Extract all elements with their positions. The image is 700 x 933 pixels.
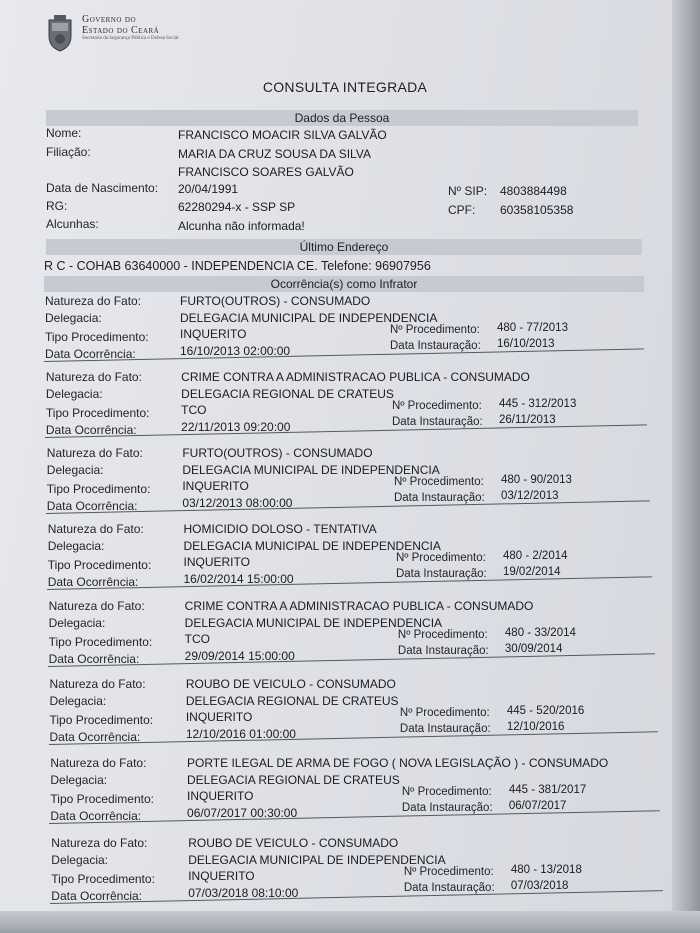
occurrence-natureza-value: FURTO(OUTROS) - CONSUMADO [182, 446, 373, 460]
occurrence-data-oc-value: 22/11/2013 09:20:00 [181, 420, 291, 434]
occurrence-delegacia-label: Delegacia: [45, 311, 102, 325]
occurrence-natureza-label: Natureza do Fato: [51, 836, 148, 850]
occurrence-data-oc-label: Data Ocorrência: [45, 423, 137, 437]
occurrence-tipo-label: Tipo Procedimento: [47, 558, 152, 572]
occurrence-data-inst-value: 30/09/2014 [504, 643, 563, 655]
occurrence-data-oc-label: Data Ocorrência: [50, 809, 142, 823]
occurrence-num-proc-label: Nº Procedimento: [390, 324, 480, 336]
nascimento-label: Data de Nascimento: [46, 181, 159, 195]
occurrence-data-oc-value: 06/07/2017 00:30:00 [187, 806, 298, 820]
occurrence-delegacia-value: DELEGACIA REGIONAL DE CRATEUS [181, 387, 394, 401]
alcunhas-value: Alcunha não informada! [178, 219, 305, 233]
page-bottom-edge [0, 911, 700, 933]
occurrence-data-inst-label: Data Instauração: [401, 802, 493, 814]
occurrence-delegacia-value: DELEGACIA REGIONAL DE CRATEUS [185, 694, 399, 708]
coat-of-arms-icon [46, 14, 74, 52]
occurrence-data-oc-label: Data Ocorrência: [48, 652, 140, 666]
occurrence-delegacia-label: Delegacia: [50, 773, 108, 787]
cpf-label: CPF: [448, 203, 476, 217]
cpf-value: 60358105358 [500, 203, 574, 217]
occurrence-data-inst-value: 16/10/2013 [497, 338, 555, 350]
occurrence-num-proc-label: Nº Procedimento: [401, 786, 492, 798]
occurrence-tipo-value: INQUERITO [183, 555, 250, 569]
mae-value: MARIA DA CRUZ SOUSA DA SILVA [178, 147, 371, 161]
occurrence-num-proc-value: 445 - 381/2017 [508, 784, 587, 796]
occurrence-natureza-value: PORTE ILEGAL DE ARMA DE FOGO ( NOVA LEGISLAÇÃO ) - CONSUMADO [187, 756, 609, 770]
occurrence-tipo-label: Tipo Procedimento: [48, 635, 153, 649]
occurrence-num-proc-label: Nº Procedimento: [397, 629, 488, 641]
org-line2: Estado do Ceará [82, 25, 160, 36]
occurrence-data-oc-value: 07/03/2018 08:10:00 [188, 886, 299, 900]
occurrence-num-proc-label: Nº Procedimento: [395, 552, 486, 564]
occurrence-data-inst-label: Data Instauração: [397, 645, 489, 657]
occurrence-tipo-label: Tipo Procedimento: [45, 406, 150, 420]
occurrence-delegacia-label: Delegacia: [48, 616, 106, 630]
occurrence-data-oc-value: 16/02/2014 15:00:00 [183, 572, 294, 586]
occurrence-data-oc-label: Data Ocorrência: [49, 730, 141, 744]
occurrence-num-proc-label: Nº Procedimento: [399, 707, 490, 719]
rg-value: 62280294-x - SSP SP [178, 200, 296, 214]
occurrence-num-proc-value: 480 - 90/2013 [500, 474, 572, 486]
occurrence-data-inst-value: 12/10/2016 [506, 721, 565, 733]
person-section-header: Dados da Pessoa [46, 110, 638, 126]
occurrence-data-inst-value: 03/12/2013 [500, 490, 559, 502]
occurrence-data-oc-label: Data Ocorrência: [45, 347, 136, 361]
occurrence-delegacia-label: Delegacia: [51, 853, 108, 867]
occurrence-data-oc-value: 12/10/2016 01:00:00 [185, 727, 296, 741]
occurrence-tipo-label: Tipo Procedimento: [46, 482, 151, 496]
occurrence-num-proc-value: 480 - 2/2014 [502, 550, 568, 562]
address-value: R C - COHAB 63640000 - INDEPENDENCIA CE. Telefone: 96907956 [44, 259, 431, 273]
occurrence-num-proc-label: Nº Procedimento: [391, 400, 482, 412]
occurrence-natureza-value: ROUBO DE VEICULO - CONSUMADO [188, 836, 399, 850]
occurrence-data-oc-label: Data Ocorrência: [46, 499, 138, 513]
rg-label: RG: [46, 199, 68, 213]
nascimento-value: 20/04/1991 [178, 182, 239, 196]
occurrence-separator [50, 890, 662, 904]
filiacao-label: Filiação: [46, 145, 91, 159]
sip-value: 4803884498 [500, 184, 567, 198]
occurrence-data-oc-value: 03/12/2013 08:00:00 [182, 496, 293, 510]
occurrence-delegacia-label: Delegacia: [47, 539, 105, 553]
occurrence-natureza-value: HOMICIDIO DOLOSO - TENTATIVA [183, 522, 377, 536]
occurrence-data-inst-label: Data Instauração: [393, 492, 485, 504]
occurrence-tipo-value: INQUERITO [182, 479, 249, 493]
occurrence-num-proc-value: 480 - 13/2018 [510, 864, 582, 876]
occurrence-natureza-label: Natureza do Fato: [45, 294, 142, 308]
occurrence-data-inst-label: Data Instauração: [391, 416, 483, 428]
occurrence-num-proc-value: 480 - 77/2013 [497, 322, 568, 334]
occurrence-natureza-value: CRIME CONTRA A ADMINISTRACAO PUBLICA - CONSUMADO [184, 599, 534, 613]
occurrence-natureza-label: Natureza do Fato: [49, 677, 146, 691]
address-section-header: Último Endereço [46, 239, 642, 255]
occurrence-delegacia-label: Delegacia: [49, 694, 107, 708]
occurrence-delegacia-value: DELEGACIA MUNICIPAL DE INDEPENDENCIA [183, 539, 441, 553]
occurrence-data-oc-label: Data Ocorrência: [51, 889, 142, 903]
occurrence-natureza-label: Natureza do Fato: [47, 522, 144, 536]
occurrence-data-inst-label: Data Instauração: [390, 340, 481, 352]
occurrence-tipo-label: Tipo Procedimento: [49, 713, 154, 727]
occurrence-natureza-value: ROUBO DE VEICULO - CONSUMADO [185, 677, 396, 691]
occurrence-data-inst-value: 26/11/2013 [498, 414, 556, 426]
occurrence-natureza-label: Natureza do Fato: [48, 599, 145, 613]
sip-label: Nº SIP: [448, 184, 488, 198]
occurrence-tipo-label: Tipo Procedimento: [50, 792, 154, 806]
occurrence-num-proc-label: Nº Procedimento: [403, 866, 494, 878]
occurrence-data-inst-label: Data Instauração: [403, 882, 495, 894]
occurrence-num-proc-value: 480 - 33/2014 [504, 627, 576, 639]
occurrence-tipo-value: TCO [181, 403, 207, 417]
occurrence-data-inst-value: 07/03/2018 [510, 880, 569, 892]
occurrence-natureza-value: FURTO(OUTROS) - CONSUMADO [180, 294, 371, 308]
org-line1: Governo do [82, 14, 136, 25]
occurrence-delegacia-label: Delegacia: [46, 463, 104, 477]
page-edge [672, 0, 700, 933]
occurrence-data-oc-value: 16/10/2013 02:00:00 [180, 344, 291, 358]
occurrence-natureza-label: Natureza do Fato: [46, 446, 143, 460]
occurrence-tipo-label: Tipo Procedimento: [51, 872, 155, 886]
occurrence-delegacia-value: DELEGACIA MUNICIPAL DE INDEPENDENCIA [184, 616, 443, 630]
occurrence-tipo-value: INQUERITO [188, 869, 255, 883]
occurrence-num-proc-label: Nº Procedimento: [393, 476, 484, 488]
occurrence-natureza-label: Natureza do Fato: [50, 756, 147, 770]
nome-label: Nome: [46, 126, 82, 140]
occurrence-tipo-value: INQUERITO [187, 789, 254, 803]
alcunhas-label: Alcunhas: [46, 217, 99, 231]
occurrence-delegacia-value: DELEGACIA MUNICIPAL DE INDEPENDENCIA [182, 463, 440, 477]
org-line3: Secretaria da Segurança Pública e Defesa Social [82, 36, 179, 41]
page-title: CONSULTA INTEGRADA [262, 79, 428, 95]
occurrence-data-inst-value: 06/07/2017 [508, 800, 567, 812]
occurrence-tipo-value: INQUERITO [185, 710, 253, 724]
pai-value: FRANCISCO SOARES GALVÃO [178, 165, 354, 179]
occurrence-data-inst-value: 19/02/2014 [502, 566, 561, 578]
occurrence-num-proc-value: 445 - 312/2013 [498, 398, 577, 410]
occurrence-natureza-label: Natureza do Fato: [45, 370, 142, 384]
occurrence-delegacia-value: DELEGACIA MUNICIPAL DE INDEPENDENCIA [180, 311, 438, 325]
occurrence-tipo-value: TCO [184, 632, 211, 646]
occurrence-natureza-value: CRIME CONTRA A ADMINISTRACAO PUBLICA - CONSUMADO [181, 370, 530, 384]
occurrence-data-oc-label: Data Ocorrência: [47, 575, 139, 589]
occurrence-data-oc-value: 29/09/2014 15:00:00 [184, 649, 295, 663]
occurrence-delegacia-value: DELEGACIA MUNICIPAL DE INDEPENDENCIA [188, 853, 446, 867]
government-logo [46, 14, 179, 52]
nome-value: FRANCISCO MOACIR SILVA GALVÃO [178, 128, 387, 142]
occurrence-delegacia-value: DELEGACIA REGIONAL DE CRATEUS [187, 773, 400, 787]
occurrence-num-proc-value: 445 - 520/2016 [506, 705, 585, 717]
occurrences-section-header: Ocorrência(s) como Infrator [44, 276, 644, 292]
occurrence-tipo-label: Tipo Procedimento: [45, 330, 149, 344]
occurrence-delegacia-label: Delegacia: [45, 387, 103, 401]
occurrence-tipo-value: INQUERITO [180, 327, 247, 341]
occurrence-data-inst-label: Data Instauração: [399, 723, 491, 735]
occurrence-data-inst-label: Data Instauração: [395, 568, 487, 580]
